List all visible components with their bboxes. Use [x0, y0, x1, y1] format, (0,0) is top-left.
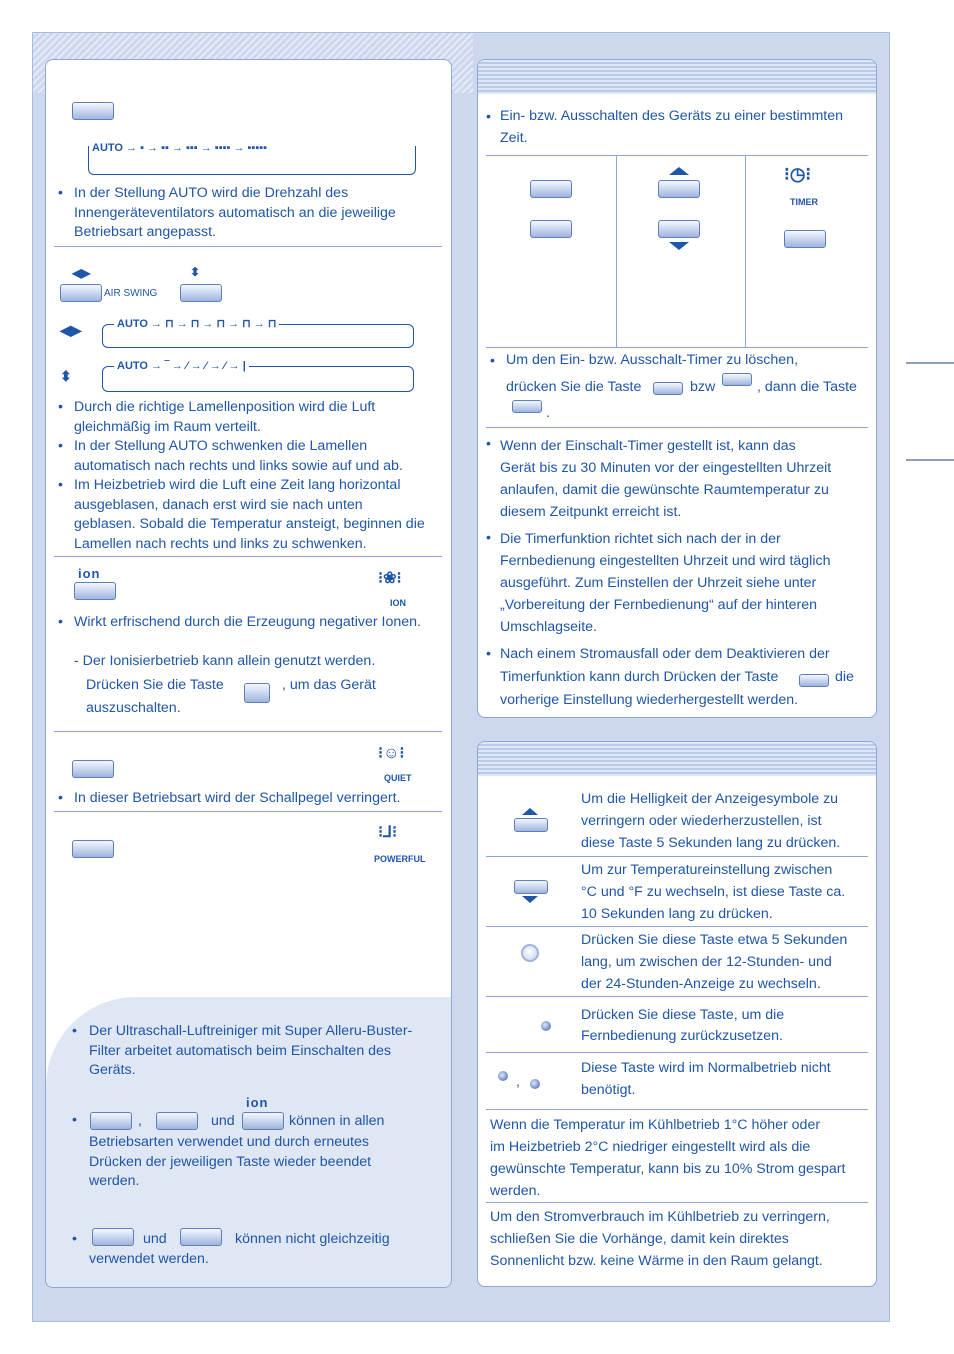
column-divider: [745, 155, 746, 347]
quiet-button-icon: [92, 1228, 134, 1246]
timer-panel: [477, 59, 877, 718]
power-button-icon: [244, 683, 270, 703]
bullet-dot: •: [486, 646, 491, 662]
note-3-und: und: [143, 1231, 167, 1247]
energy-1-line-4: werden.: [490, 1183, 541, 1199]
temp-unit-button-icon: [514, 880, 548, 894]
timer-b1-line-4: diesem Zeitpunkt erreicht ist.: [500, 504, 682, 520]
side-tab-marker: [906, 362, 954, 364]
ion-button-icon: [74, 582, 116, 600]
tip-1-line-2: verringern oder wiederherzustellen, ist: [581, 813, 822, 829]
timer-clock-icon: ⁝◷⁝: [784, 164, 812, 184]
clock-format-button-icon: [521, 944, 539, 962]
divider: [486, 926, 868, 927]
tip-5-line-1: Diese Taste wird im Normalbetrieb nicht: [581, 1060, 831, 1076]
horizontal-swing-button-icon: [60, 284, 102, 302]
timer-b2-line-1: Die Timerfunktion richtet sich nach der in der: [500, 531, 781, 547]
cancel-bzw: bzw: [690, 379, 716, 395]
note-2-und: und: [211, 1113, 235, 1129]
bullet-dot: •: [58, 438, 63, 454]
divider: [486, 1052, 868, 1053]
ion-button-label: ion: [78, 566, 101, 581]
tip-4-line-1: Drücken Sie diese Taste, um die: [581, 1007, 785, 1023]
left-right-arrow-icon: ◀▶: [60, 322, 82, 338]
divider: [486, 1202, 868, 1203]
divider: [54, 246, 442, 247]
timer-on-button-icon: [530, 180, 572, 198]
quiet-indicator-label: QUIET: [384, 773, 412, 783]
left-right-arrow-icon: ◀▶: [72, 266, 91, 280]
tip-3-line-1: Drücken Sie diese Taste etwa 5 Sekunden: [581, 932, 848, 948]
timer-set-button-icon: [784, 230, 826, 248]
bullet-dot: •: [58, 399, 63, 415]
down-arrow-icon: [669, 242, 689, 250]
powerful-indicator-label: POWERFUL: [374, 854, 426, 864]
energy-1-line-3: gewünschte Temperatur, kann bis zu 10% Strom gespart: [490, 1161, 846, 1177]
timer-b1-line-1: Wenn der Einschalt-Timer gestellt ist, kann das: [500, 438, 796, 454]
powerful-button-icon: [180, 1228, 222, 1246]
energy-2-line-1: Um den Stromverbrauch im Kühlbetrieb zu verringern,: [490, 1209, 830, 1225]
vertical-swing-sequence: AUTO → ‾ → ⁄ → ⁄ → ⁄ → |: [114, 360, 249, 372]
timer-desc-line-2: Zeit.: [500, 130, 528, 146]
quiet-indicator-icon: ⁝☺⁝: [378, 745, 405, 762]
tips-panel-header: [478, 742, 876, 776]
tip-3-line-3: der 24-Stunden-Anzeige zu wechseln.: [581, 976, 821, 992]
quiet-bullet: In dieser Betriebsart wird der Schallpegel verringert.: [74, 790, 401, 806]
reset-button-icon: [541, 1021, 551, 1031]
column-divider: [616, 155, 617, 347]
timer-on-button-icon: [653, 382, 683, 395]
left-panel: [45, 59, 452, 1288]
timer-off-button-icon: [722, 373, 752, 386]
bullet-dot: •: [58, 477, 63, 493]
note-2-after: können in allen: [289, 1113, 385, 1129]
cancel-line-2-end: , dann die Taste: [757, 379, 857, 395]
bullet-dot: •: [486, 530, 491, 546]
powerful-button-icon: [90, 1112, 132, 1130]
note-2-rest: Betriebsarten verwendet und durch erneutes Drücken der jeweiligen Taste wieder beendet werden.: [89, 1134, 372, 1189]
tip-3-line-2: lang, um zwischen der 12-Stunden- und: [581, 954, 832, 970]
note-1: Der Ultraschall-Luftreiniger mit Super Alleru-Buster-Filter arbeitet automatisch beim Einschalten des Geräts.: [89, 1023, 413, 1078]
cancel-line-1: Um den Ein- bzw. Ausschalt-Timer zu löschen,: [506, 352, 799, 368]
bullet-dot: •: [490, 353, 495, 369]
tip-5-comma: ,: [516, 1074, 520, 1090]
up-down-arrow-icon: ⬍: [190, 265, 201, 279]
timer-panel-header: [478, 60, 876, 94]
quiet-button-icon: [72, 760, 114, 778]
ion-sub-line-1: - Der Ionisierbetrieb kann allein genutzt werden.: [74, 653, 376, 669]
tip-5-line-2: benötigt.: [581, 1082, 636, 1098]
energy-1-line-1: Wenn die Temperatur im Kühlbetrieb 1°C höher oder: [490, 1117, 821, 1133]
fan-auto-note: In der Stellung AUTO wird die Drehzahl des Innengeräteventilators automatisch an die jeweilige Betriebsart angepasst.: [74, 185, 396, 240]
bullet-dot: •: [58, 185, 63, 201]
timer-b2-line-4: „Vorbereitung der Fernbedienung“ auf der hinteren: [500, 597, 818, 613]
powerful-indicator-icon: ⁝⅃⁝: [378, 824, 398, 841]
quiet-button-icon: [156, 1112, 198, 1130]
bullet-dot: •: [72, 1112, 77, 1128]
bullet-dot: •: [58, 614, 63, 630]
timer-b3-line-2-end: die: [835, 669, 854, 685]
note-2-comma: ,: [138, 1113, 142, 1129]
divider: [486, 856, 868, 857]
horizontal-swing-sequence: AUTO → ⊓ → ⊓ → ⊓ → ⊓ → ⊓: [114, 317, 279, 330]
cancel-line-2: drücken Sie die Taste: [506, 379, 642, 395]
timer-b1-line-3: anlaufen, damit die gewünschte Raumtemperatur zu: [500, 482, 829, 498]
timer-b2-line-2: Fernbedienung eingestellten Uhrzeit und wird täglich: [500, 553, 831, 569]
ion-button-label: ion: [246, 1095, 269, 1110]
timer-b1-line-2: Gerät bis zu 30 Minuten vor der eingestellten Uhrzeit: [500, 460, 832, 476]
ion-bullet: Wirkt erfrischend durch die Erzeugung negativer Ionen.: [74, 614, 421, 630]
timer-set-button-icon: [799, 674, 829, 687]
swing-bullet-2: In der Stellung AUTO schwenken die Lamellen automatisch nach rechts und links sowie auf und ab.: [74, 438, 403, 474]
bullet-dot: •: [486, 436, 491, 452]
powerful-button-icon: [72, 840, 114, 858]
tip-1-line-1: Um die Helligkeit der Anzeigesymbole zu: [581, 791, 839, 807]
brightness-button-icon: [514, 818, 548, 832]
up-arrow-icon: [669, 167, 689, 175]
energy-1-line-2: im Heizbetrieb 2°C niedriger eingestellt wird als die: [490, 1139, 811, 1155]
time-down-button-icon: [658, 220, 700, 238]
energy-2-line-3: Sonnenlicht bzw. keine Wärme in den Raum gelangt.: [490, 1253, 823, 1269]
divider: [486, 155, 868, 156]
tip-1-line-3: diese Taste 5 Sekunden lang zu drücken.: [581, 835, 841, 851]
timer-b2-line-3: ausgeführt. Zum Einstellen der Uhrzeit siehe unter: [500, 575, 817, 591]
tip-2-line-1: Um zur Temperatureinstellung zwischen: [581, 862, 833, 878]
time-up-button-icon: [658, 180, 700, 198]
timer-b3-line-2: Timerfunktion kann durch Drücken der Taste: [500, 669, 779, 685]
timer-b3-line-3: vorherige Einstellung wiederhergestellt werden.: [500, 692, 799, 708]
tips-panel: [477, 741, 877, 1287]
divider: [486, 996, 868, 997]
timer-desc-line-1: Ein- bzw. Ausschalten des Geräts zu einer bestimmten: [500, 108, 844, 124]
bullet-dot: •: [58, 790, 63, 806]
ion-indicator-icon: ⁝❀⁝: [378, 570, 402, 587]
tip-2-line-3: 10 Sekunden lang zu drücken.: [581, 906, 773, 922]
divider: [54, 556, 442, 557]
ion-sub-line-3: auszuschalten.: [86, 700, 181, 716]
note-3-after: können nicht gleichzeitig: [235, 1231, 390, 1247]
bullet-dot: •: [72, 1231, 77, 1247]
fan-speed-sequence: AUTO → ▪ → ▪▪ → ▪▪▪ → ▪▪▪▪ → ▪▪▪▪▪: [92, 142, 268, 154]
cancel-end: .: [546, 405, 550, 421]
ion-button-icon: [242, 1112, 284, 1130]
vertical-swing-button-icon: [180, 284, 222, 302]
side-tab-marker: [906, 459, 954, 461]
ion-sub-line-2-end: , um das Gerät: [282, 677, 376, 693]
ion-sub-line-2: Drücken Sie die Taste: [86, 677, 224, 693]
timer-off-button-icon: [530, 220, 572, 238]
tip-4-line-2: Fernbedienung zurückzusetzen.: [581, 1028, 783, 1044]
energy-2-line-2: schließen Sie die Vorhänge, damit kein direktes: [490, 1231, 789, 1247]
swing-bullet-3: Im Heizbetrieb wird die Luft eine Zeit lang horizontal ausgeblasen, danach erst wird sie nach unten geblasen. Sobald die Temperatur ansteigt, beginnen die Lamellen nach rechts und links zu schwenken.: [74, 477, 425, 552]
ion-indicator-label: ION: [390, 598, 407, 608]
timer-b3-line-1: Nach einem Stromausfall oder dem Deaktivieren der: [500, 646, 830, 662]
up-arrow-icon: [522, 808, 538, 815]
tip-2-line-2: °C und °F zu wechseln, ist diese Taste ca.: [581, 884, 846, 900]
cancel-button-icon: [512, 400, 542, 413]
divider: [486, 1109, 868, 1110]
air-swing-label: AIR SWING: [104, 288, 158, 299]
bullet-dot: •: [486, 109, 491, 125]
divider: [54, 811, 442, 812]
unused-button-icon: [530, 1079, 540, 1089]
timer-b2-line-5: Umschlagseite.: [500, 619, 597, 635]
divider: [486, 347, 868, 348]
fan-speed-button-icon: [72, 102, 114, 120]
divider: [486, 427, 868, 428]
down-arrow-icon: [522, 896, 538, 903]
unused-button-icon: [498, 1071, 508, 1081]
note-3-rest: verwendet werden.: [89, 1251, 209, 1267]
up-down-arrow-icon: ⬍: [60, 368, 72, 384]
divider: [54, 731, 442, 732]
timer-label: TIMER: [790, 197, 818, 207]
bullet-dot: •: [72, 1023, 77, 1039]
swing-bullet-1: Durch die richtige Lamellenposition wird die Luft gleichmäßig im Raum verteilt.: [74, 399, 376, 435]
